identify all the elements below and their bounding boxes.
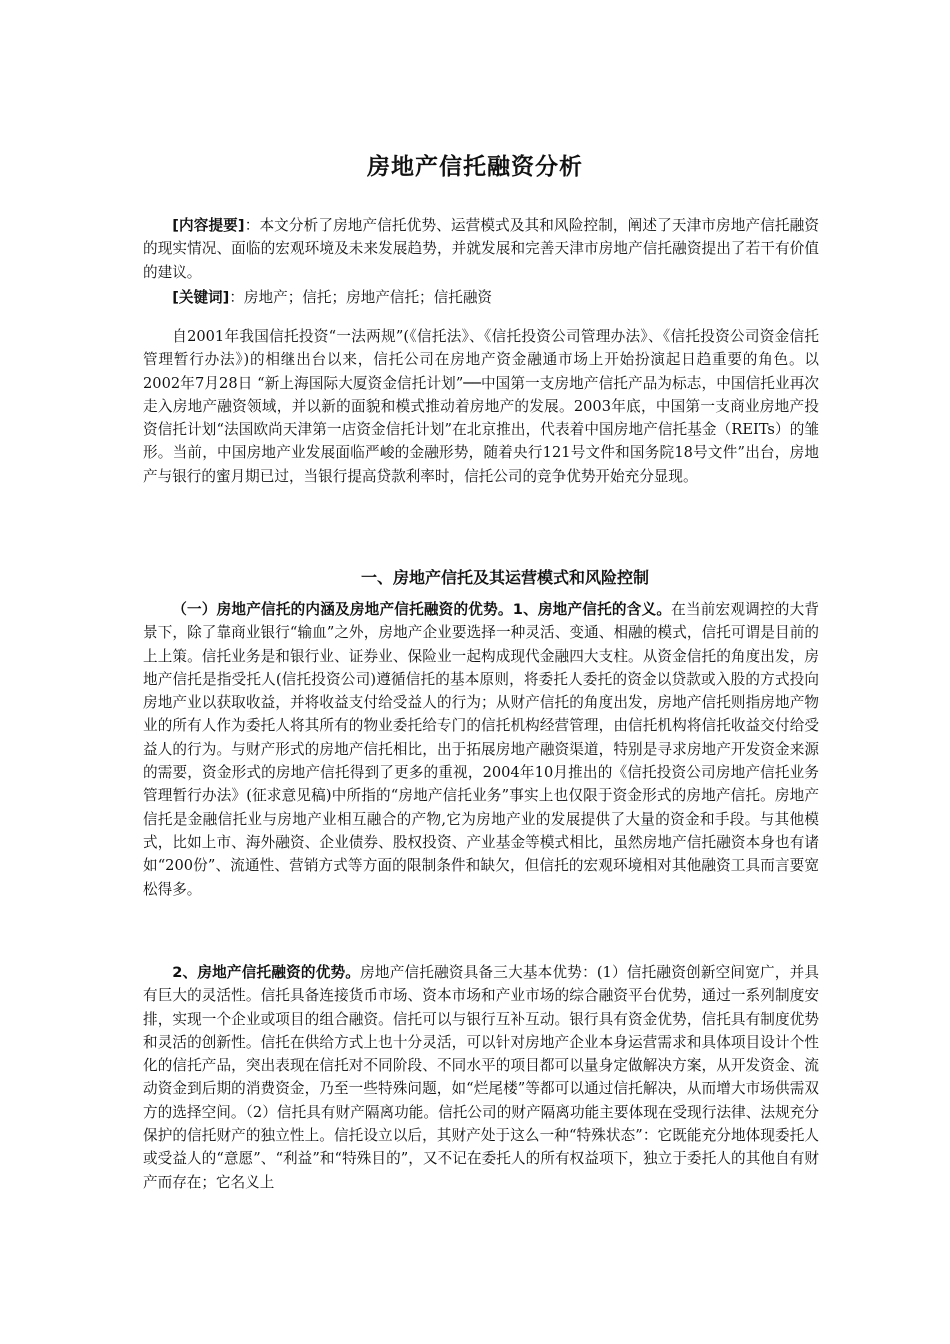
section2-text: 房地产信托融资具备三大基本优势：(1）信托融资创新空间宽广，并具有巨大的灵活性。信托具备连接货币市场、资本市场和产业市场的综合融资平台优势，通过一系列制度安排，实现一个企业或项目的组合融资。信托可以与银行互补互动。银行具有资金优势，信托具有制度优势和灵活的创新性。信托在供给方式上也十分灵活，可以针对房地产企业本身运营需求和具体项目设计个性化的信托产品，突出表现在信托对不同阶段、不同水平的项目都可以量身定做解决方案，从开发资金、流动资金到后期的消费资金，乃至一些特殊问题，如“烂尾楼”等都可以通过信托解决，从而增大市场供需双方的选择空间。（2）信托具有财产隔离功能。信托公司的财产隔离功能主要体现在受现行法律、法规充分保护的信托财产的独立性上。信托设立以后，其财产处于这么一种“特殊状态”：它既能充分地体现委托人或受益人的“意愿”、“利益”和“特殊目的”，又不记在委托人的所有权益项下，独立于委托人的其他自有财产而存在；它名义上 xyxy=(143,964,819,1191)
abstract-paragraph xyxy=(143,214,819,284)
document-title: 房地产信托融资分析 xyxy=(367,154,583,180)
keywords-label: [关键词] xyxy=(172,289,230,306)
section1-paragraph xyxy=(143,598,819,901)
keywords-paragraph xyxy=(143,286,819,309)
section-heading: 一、房地产信托及其运营模式和风险控制 xyxy=(360,568,649,587)
section1-text: 在当前宏观调控的大背景下，除了靠商业银行“输血”之外，房地产企业要选择一种灵活、变通、相融的模式，信托可谓是目前的上上策。信托业务是和银行业、证券业、保险业一起构成现代金融四大支柱。从资金信托的角度出发，房地产信托是指受托人(信托投资公司)遵循信托的基本原则，将委托人委托的资金以贷款或入股的方式投向房地产业以获取收益，并将收益支付给受益人的行为；从财产信托的角度出发，房地产信托则指房地产物业的所有人作为委托人将其所有的物业委托给专门的信托机构经营管理，由信托机构将信托收益交付给受益人的行为。与财产形式的房地产信托相比，出于拓展房地产融资渠道，特别是寻求房地产开发资金来源的需要，资金形式的房地产信托得到了更多的重视，2004年10月推出的《信托投资公司房地产信托业务管理暂行办法》(征求意见稿)中所指的“房地产信托业务”事实上也仅限于资金形式的房地产信托。房地产信托是金融信托业与房地产业相互融合的产物,它为房地产业的发展提供了大量的资金和手段。与其他模式，比如上市、海外融资、企业债券、股权投资、产业基金等模式相比，虽然房地产信托融资本身也有诸如“200份”、流通性、营销方式等方面的限制条件和缺欠，但信托的宏观环境相对其他融资工具而言要宽松得多。 xyxy=(143,601,819,898)
section1-lead: （一）房地产信托的内涵及房地产信托融资的优势。1、房地产信托的含义。 xyxy=(172,601,672,618)
abstract-label: [内容提要] xyxy=(172,217,245,234)
abstract-text: ：本文分析了房地产信托优势、运营模式及其和风险控制，阐述了天津市房地产信托融资的现实情况、面临的宏观环境及未来发展趋势，并就发展和完善天津市房地产信托融资提出了若干有价值的建议。 xyxy=(143,217,819,281)
keywords-text: ：房地产；信托；房地产信托；信托融资 xyxy=(229,289,493,306)
section2-lead: 2、房地产信托融资的优势。 xyxy=(172,964,361,981)
section2-paragraph xyxy=(143,961,819,1194)
intro-paragraph: 自2001年我国信托投资“一法两规”(《信托法》、《信托投资公司管理办法》、《信托投资公司资金信托管理暂行办法》)的相继出台以来，信托公司在房地产资金融通市场上开始扮演起日趋重要的角色。以2002年7月28日 “新上海国际大厦资金信托计划”──中国第一支房地产信托产品为标志，中国信托业再次走入房地产融资领域，并以新的面貌和模式推动着房地产的发展。2003年底，中国第一支商业房地产投资信托计划“法国欧尚天津第一店资金信托计划”在北京推出，代表着中国房地产信托基金（REITs）的雏形。当前，中国房地产业发展面临严峻的金融形势，随着央行121号文件和国务院18号文件”出台，房地产与银行的蜜月期已过，当银行提高贷款利率时，信托公司的竞争优势开始充分显现。 xyxy=(143,328,819,485)
